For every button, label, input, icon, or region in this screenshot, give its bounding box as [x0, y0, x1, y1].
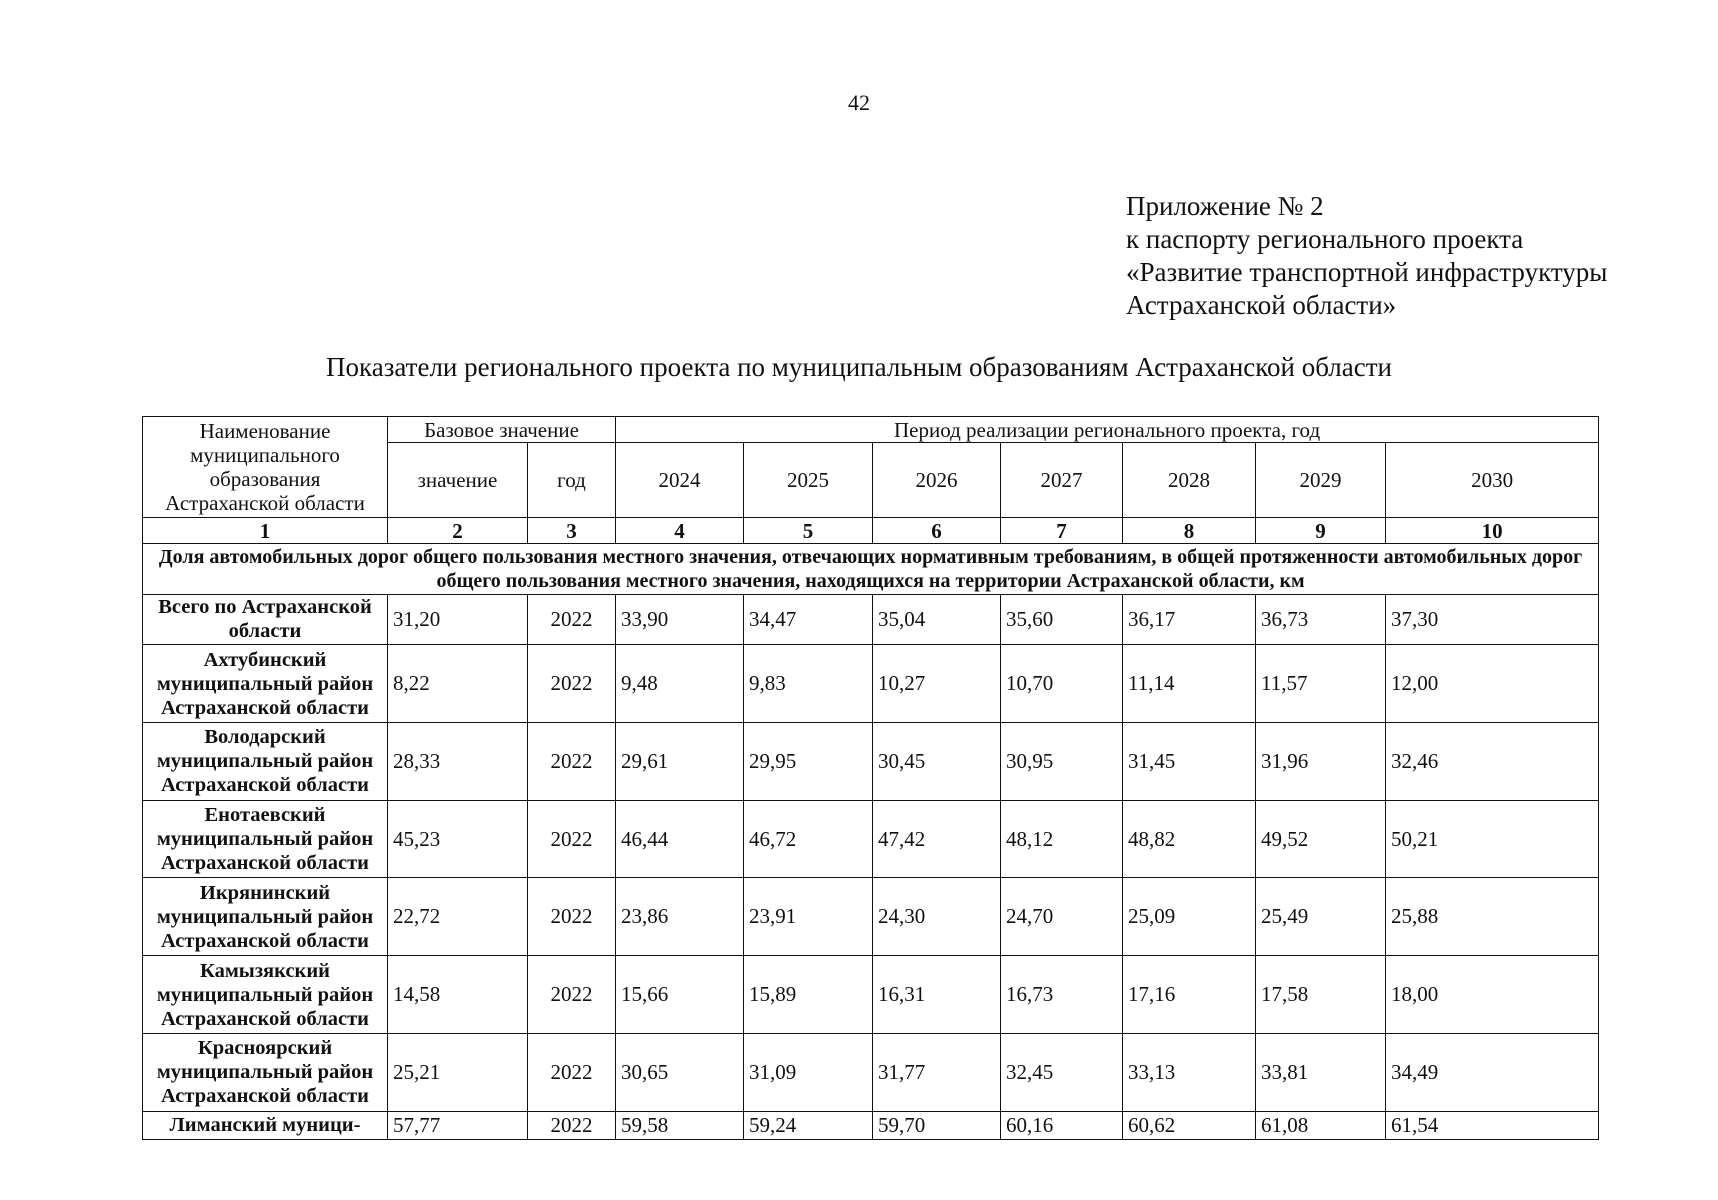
value-2025: 59,24 — [744, 1111, 873, 1139]
value-2030: 61,54 — [1386, 1111, 1599, 1139]
value-2029: 31,96 — [1256, 722, 1386, 800]
value-2025: 31,09 — [744, 1033, 873, 1111]
value-2029: 25,49 — [1256, 878, 1386, 956]
header-year-2027: 2027 — [1001, 443, 1123, 518]
value-2028: 31,45 — [1123, 722, 1256, 800]
base-year: 2022 — [528, 800, 616, 878]
value-2030: 37,30 — [1386, 594, 1599, 644]
value-2027: 10,70 — [1001, 645, 1123, 723]
header-year: год — [528, 443, 616, 518]
value-2027: 32,45 — [1001, 1033, 1123, 1111]
value-2029: 49,52 — [1256, 800, 1386, 878]
header-year-2025: 2025 — [744, 443, 873, 518]
value-2025: 29,95 — [744, 722, 873, 800]
header-row — [143, 417, 1599, 443]
table-row — [143, 1033, 1599, 1111]
value-2024: 29,61 — [616, 722, 744, 800]
header-year-2026: 2026 — [873, 443, 1001, 518]
value-2024: 9,48 — [616, 645, 744, 723]
base-value: 57,77 — [388, 1111, 528, 1139]
page-number: 42 — [848, 90, 870, 115]
value-2029: 17,58 — [1256, 956, 1386, 1034]
value-2024: 23,86 — [616, 878, 744, 956]
document-title: Показатели регионального проекта по муниципальным образованиям Астраханской области — [326, 352, 1392, 382]
base-value: 14,58 — [388, 956, 528, 1034]
value-2025: 23,91 — [744, 878, 873, 956]
value-2030: 12,00 — [1386, 645, 1599, 723]
appendix-line: Астраханской области» — [1126, 290, 1397, 320]
column-number: 6 — [873, 517, 1001, 543]
municipality-name: Камызякский муниципальный район Астраханской области — [143, 956, 388, 1034]
value-2025: 9,83 — [744, 645, 873, 723]
table-row — [143, 645, 1599, 723]
value-2026: 47,42 — [873, 800, 1001, 878]
value-2026: 30,45 — [873, 722, 1001, 800]
municipality-name: Лиманский муници- — [143, 1111, 388, 1139]
value-2027: 30,95 — [1001, 722, 1123, 800]
column-number: 10 — [1386, 517, 1599, 543]
value-2024: 15,66 — [616, 956, 744, 1034]
header-value: значение — [388, 443, 528, 518]
header-year-2028: 2028 — [1123, 443, 1256, 518]
value-2024: 46,44 — [616, 800, 744, 878]
table-row — [143, 594, 1599, 644]
header-year-2024: 2024 — [616, 443, 744, 518]
municipality-name: Енотаевский муниципальный район Астраханской области — [143, 800, 388, 878]
table-row — [143, 722, 1599, 800]
table-row — [143, 878, 1599, 956]
value-2026: 31,77 — [873, 1033, 1001, 1111]
column-numbers-row — [143, 517, 1599, 543]
appendix-note — [1126, 190, 1607, 322]
value-2026: 16,31 — [873, 956, 1001, 1034]
value-2030: 32,46 — [1386, 722, 1599, 800]
municipality-name: Икрянинский муниципальный район Астраханской области — [143, 878, 388, 956]
value-2028: 17,16 — [1123, 956, 1256, 1034]
base-value: 31,20 — [388, 594, 528, 644]
section-row — [143, 544, 1599, 594]
value-2028: 25,09 — [1123, 878, 1256, 956]
value-2028: 33,13 — [1123, 1033, 1256, 1111]
value-2029: 33,81 — [1256, 1033, 1386, 1111]
base-year: 2022 — [528, 878, 616, 956]
value-2026: 35,04 — [873, 594, 1001, 644]
header-municipality: Наименование муниципального образования Астраханской области — [143, 417, 388, 518]
value-2028: 48,82 — [1123, 800, 1256, 878]
column-number: 7 — [1001, 517, 1123, 543]
value-2025: 46,72 — [744, 800, 873, 878]
value-2026: 59,70 — [873, 1111, 1001, 1139]
base-year: 2022 — [528, 956, 616, 1034]
value-2029: 61,08 — [1256, 1111, 1386, 1139]
value-2027: 48,12 — [1001, 800, 1123, 878]
base-year: 2022 — [528, 645, 616, 723]
value-2027: 60,16 — [1001, 1111, 1123, 1139]
column-number: 3 — [528, 517, 616, 543]
value-2027: 16,73 — [1001, 956, 1123, 1034]
table-row — [143, 1111, 1599, 1139]
value-2030: 50,21 — [1386, 800, 1599, 878]
value-2028: 36,17 — [1123, 594, 1256, 644]
base-year: 2022 — [528, 594, 616, 644]
column-number: 9 — [1256, 517, 1386, 543]
table-row — [143, 956, 1599, 1034]
value-2024: 33,90 — [616, 594, 744, 644]
value-2027: 35,60 — [1001, 594, 1123, 644]
value-2024: 30,65 — [616, 1033, 744, 1111]
base-value: 45,23 — [388, 800, 528, 878]
header-year-2029: 2029 — [1256, 443, 1386, 518]
header-base-value: Базовое значение — [388, 417, 616, 443]
column-number: 8 — [1123, 517, 1256, 543]
value-2030: 34,49 — [1386, 1033, 1599, 1111]
header-period: Период реализации регионального проекта, год — [616, 417, 1599, 443]
value-2024: 59,58 — [616, 1111, 744, 1139]
municipality-name: Всего по Астраханской области — [143, 594, 388, 644]
value-2026: 10,27 — [873, 645, 1001, 723]
value-2030: 18,00 — [1386, 956, 1599, 1034]
municipality-name: Володарский муниципальный район Астраханской области — [143, 722, 388, 800]
value-2025: 15,89 — [744, 956, 873, 1034]
value-2026: 24,30 — [873, 878, 1001, 956]
indicators-table — [142, 416, 1599, 1140]
base-value: 25,21 — [388, 1033, 528, 1111]
value-2025: 34,47 — [744, 594, 873, 644]
appendix-line: «Развитие транспортной инфраструктуры — [1126, 257, 1608, 287]
column-number: 1 — [143, 517, 388, 543]
municipality-name: Красноярский муниципальный район Астраханской области — [143, 1033, 388, 1111]
base-value: 22,72 — [388, 878, 528, 956]
base-year: 2022 — [528, 1111, 616, 1139]
column-number: 5 — [744, 517, 873, 543]
municipality-name: Ахтубинский муниципальный район Астраханской области — [143, 645, 388, 723]
header-year-2030: 2030 — [1386, 443, 1599, 518]
value-2027: 24,70 — [1001, 878, 1123, 956]
appendix-line: к паспорту регионального проекта — [1126, 224, 1524, 254]
section-indicator: Доля автомобильных дорог общего пользования местного значения, отвечающих нормативным требованиям, в общей протяженности автомобильных дорог общего пользования местного значения, находящихся на территории Астраханской области, км — [143, 544, 1599, 594]
column-number: 2 — [388, 517, 528, 543]
table-row — [143, 800, 1599, 878]
appendix-line: Приложение № 2 — [1126, 191, 1324, 221]
base-value: 28,33 — [388, 722, 528, 800]
column-number: 4 — [616, 517, 744, 543]
base-year: 2022 — [528, 1033, 616, 1111]
value-2030: 25,88 — [1386, 878, 1599, 956]
value-2029: 11,57 — [1256, 645, 1386, 723]
value-2028: 60,62 — [1123, 1111, 1256, 1139]
base-year: 2022 — [528, 722, 616, 800]
base-value: 8,22 — [388, 645, 528, 723]
value-2028: 11,14 — [1123, 645, 1256, 723]
value-2029: 36,73 — [1256, 594, 1386, 644]
